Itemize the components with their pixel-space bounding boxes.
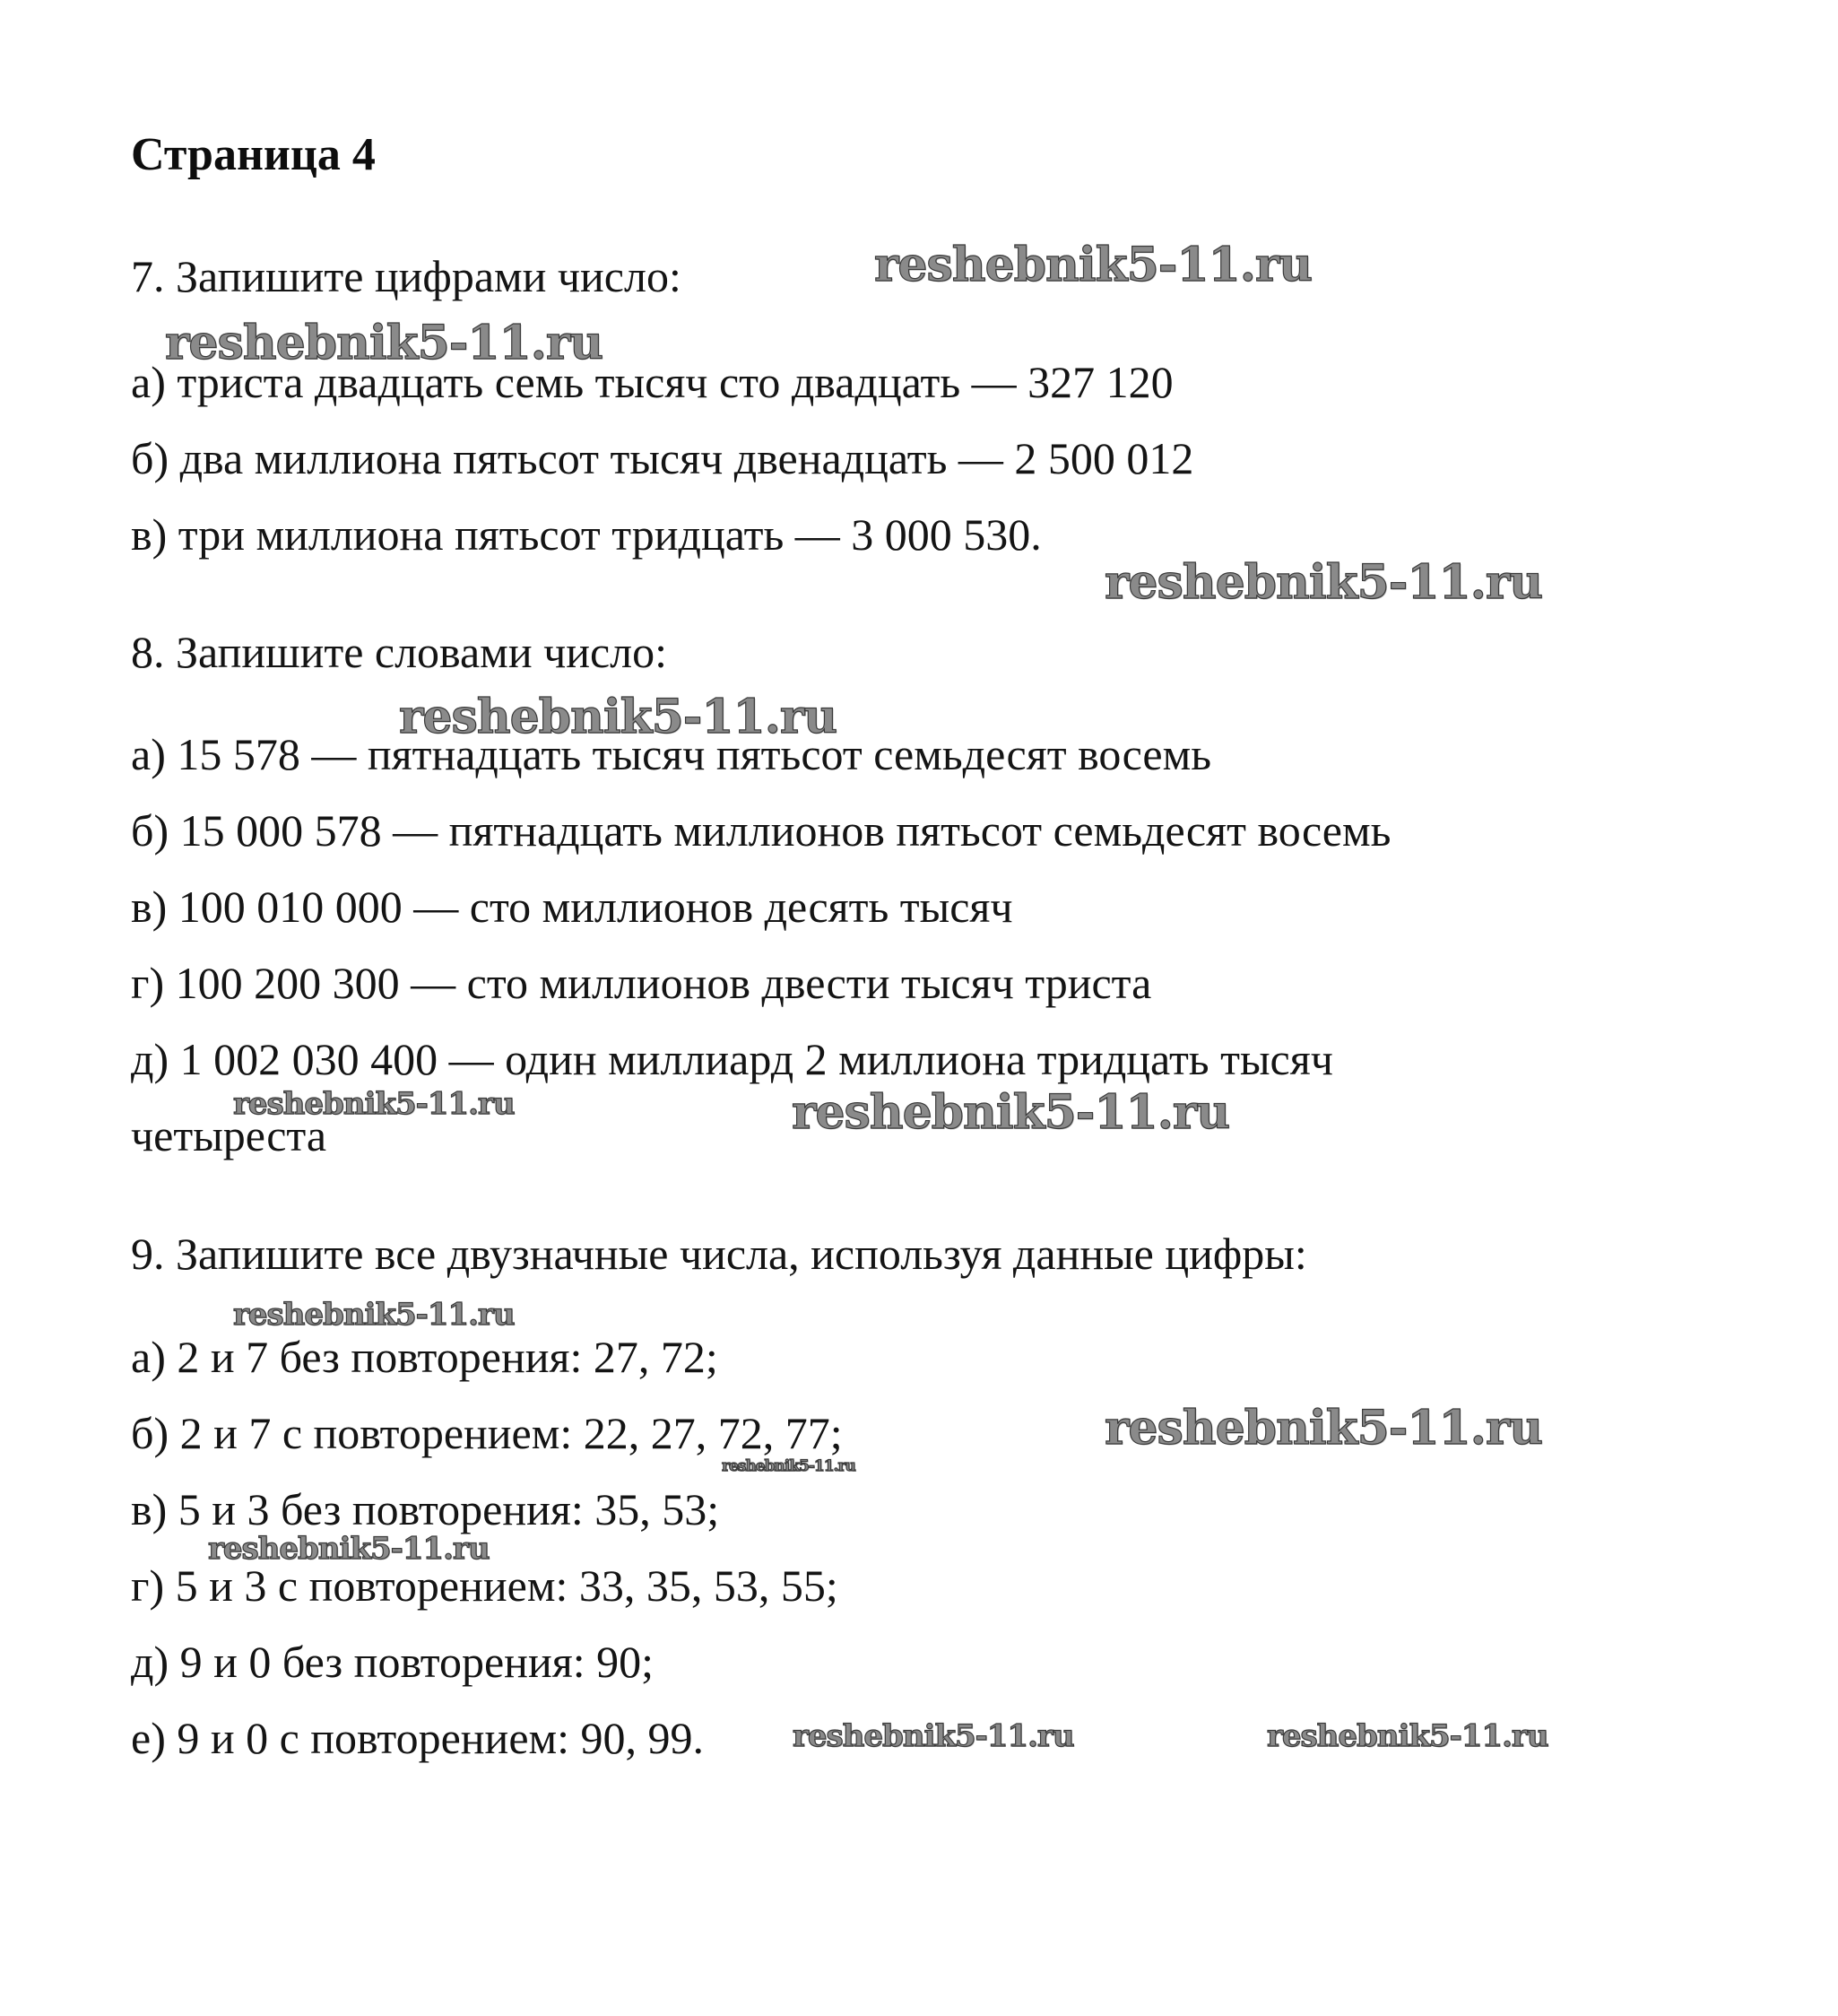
task9-item-e: д) 9 и 0 без повторения: 90; [131, 1637, 654, 1687]
task9-item-d: г) 5 и 3 с повторением: 33, 35, 53, 55; [131, 1560, 838, 1611]
task7-item-c: в) три миллиона пятьсот тридцать — 3 000 530. [131, 509, 1042, 560]
task8-item-e-continuation: четыреста [131, 1110, 327, 1160]
watermark: reshebnik5-11.ru [399, 690, 837, 744]
watermark: reshebnik5-11.ru [722, 1457, 855, 1475]
task7-heading: 7. Запишите цифрами число: [131, 251, 681, 301]
task9-heading: 9. Запишите все двузначные числа, используя данные цифры: [131, 1229, 1307, 1279]
task8-item-a: а) 15 578 — пятнадцать тысяч пятьсот семьдесят восемь [131, 729, 1212, 779]
watermark: reshebnik5-11.ru [792, 1085, 1230, 1140]
task9-item-a: а) 2 и 7 без повторения: 27, 72; [131, 1332, 718, 1382]
task8-item-d: г) 100 200 300 — сто миллионов двести тысяч триста [131, 958, 1152, 1008]
watermark: reshebnik5-11.ru [1105, 1401, 1543, 1456]
watermark: reshebnik5-11.ru [233, 1086, 515, 1122]
task8-item-b: б) 15 000 578 — пятнадцать миллионов пятьсот семьдесят восемь [131, 805, 1392, 856]
watermark: reshebnik5-11.ru [233, 1297, 515, 1333]
task9-item-c: в) 5 и 3 без повторения: 35, 53; [131, 1484, 720, 1534]
watermark: reshebnik5-11.ru [208, 1531, 490, 1567]
watermark: reshebnik5-11.ru [793, 1718, 1074, 1754]
watermark: reshebnik5-11.ru [165, 316, 603, 370]
watermark: reshebnik5-11.ru [1105, 555, 1543, 610]
watermark: reshebnik5-11.ru [874, 238, 1313, 292]
task8-heading: 8. Запишите словами число: [131, 627, 668, 677]
watermark: reshebnik5-11.ru [1267, 1718, 1548, 1754]
page-title: Страница 4 [131, 129, 376, 180]
task8-item-e: д) 1 002 030 400 — один миллиард 2 миллиона тридцать тысяч [131, 1034, 1333, 1084]
task7-item-a: а) триста двадцать семь тысяч сто двадцать — 327 120 [131, 357, 1174, 407]
task9-item-b: б) 2 и 7 с повторением: 22, 27, 72, 77; [131, 1408, 843, 1458]
task9-item-f: е) 9 и 0 с повторением: 90, 99. [131, 1713, 705, 1763]
task7-item-b: б) два миллиона пятьсот тысяч двенадцать — 2 500 012 [131, 433, 1194, 483]
task8-item-c: в) 100 010 000 — сто миллионов десять тысяч [131, 882, 1013, 932]
